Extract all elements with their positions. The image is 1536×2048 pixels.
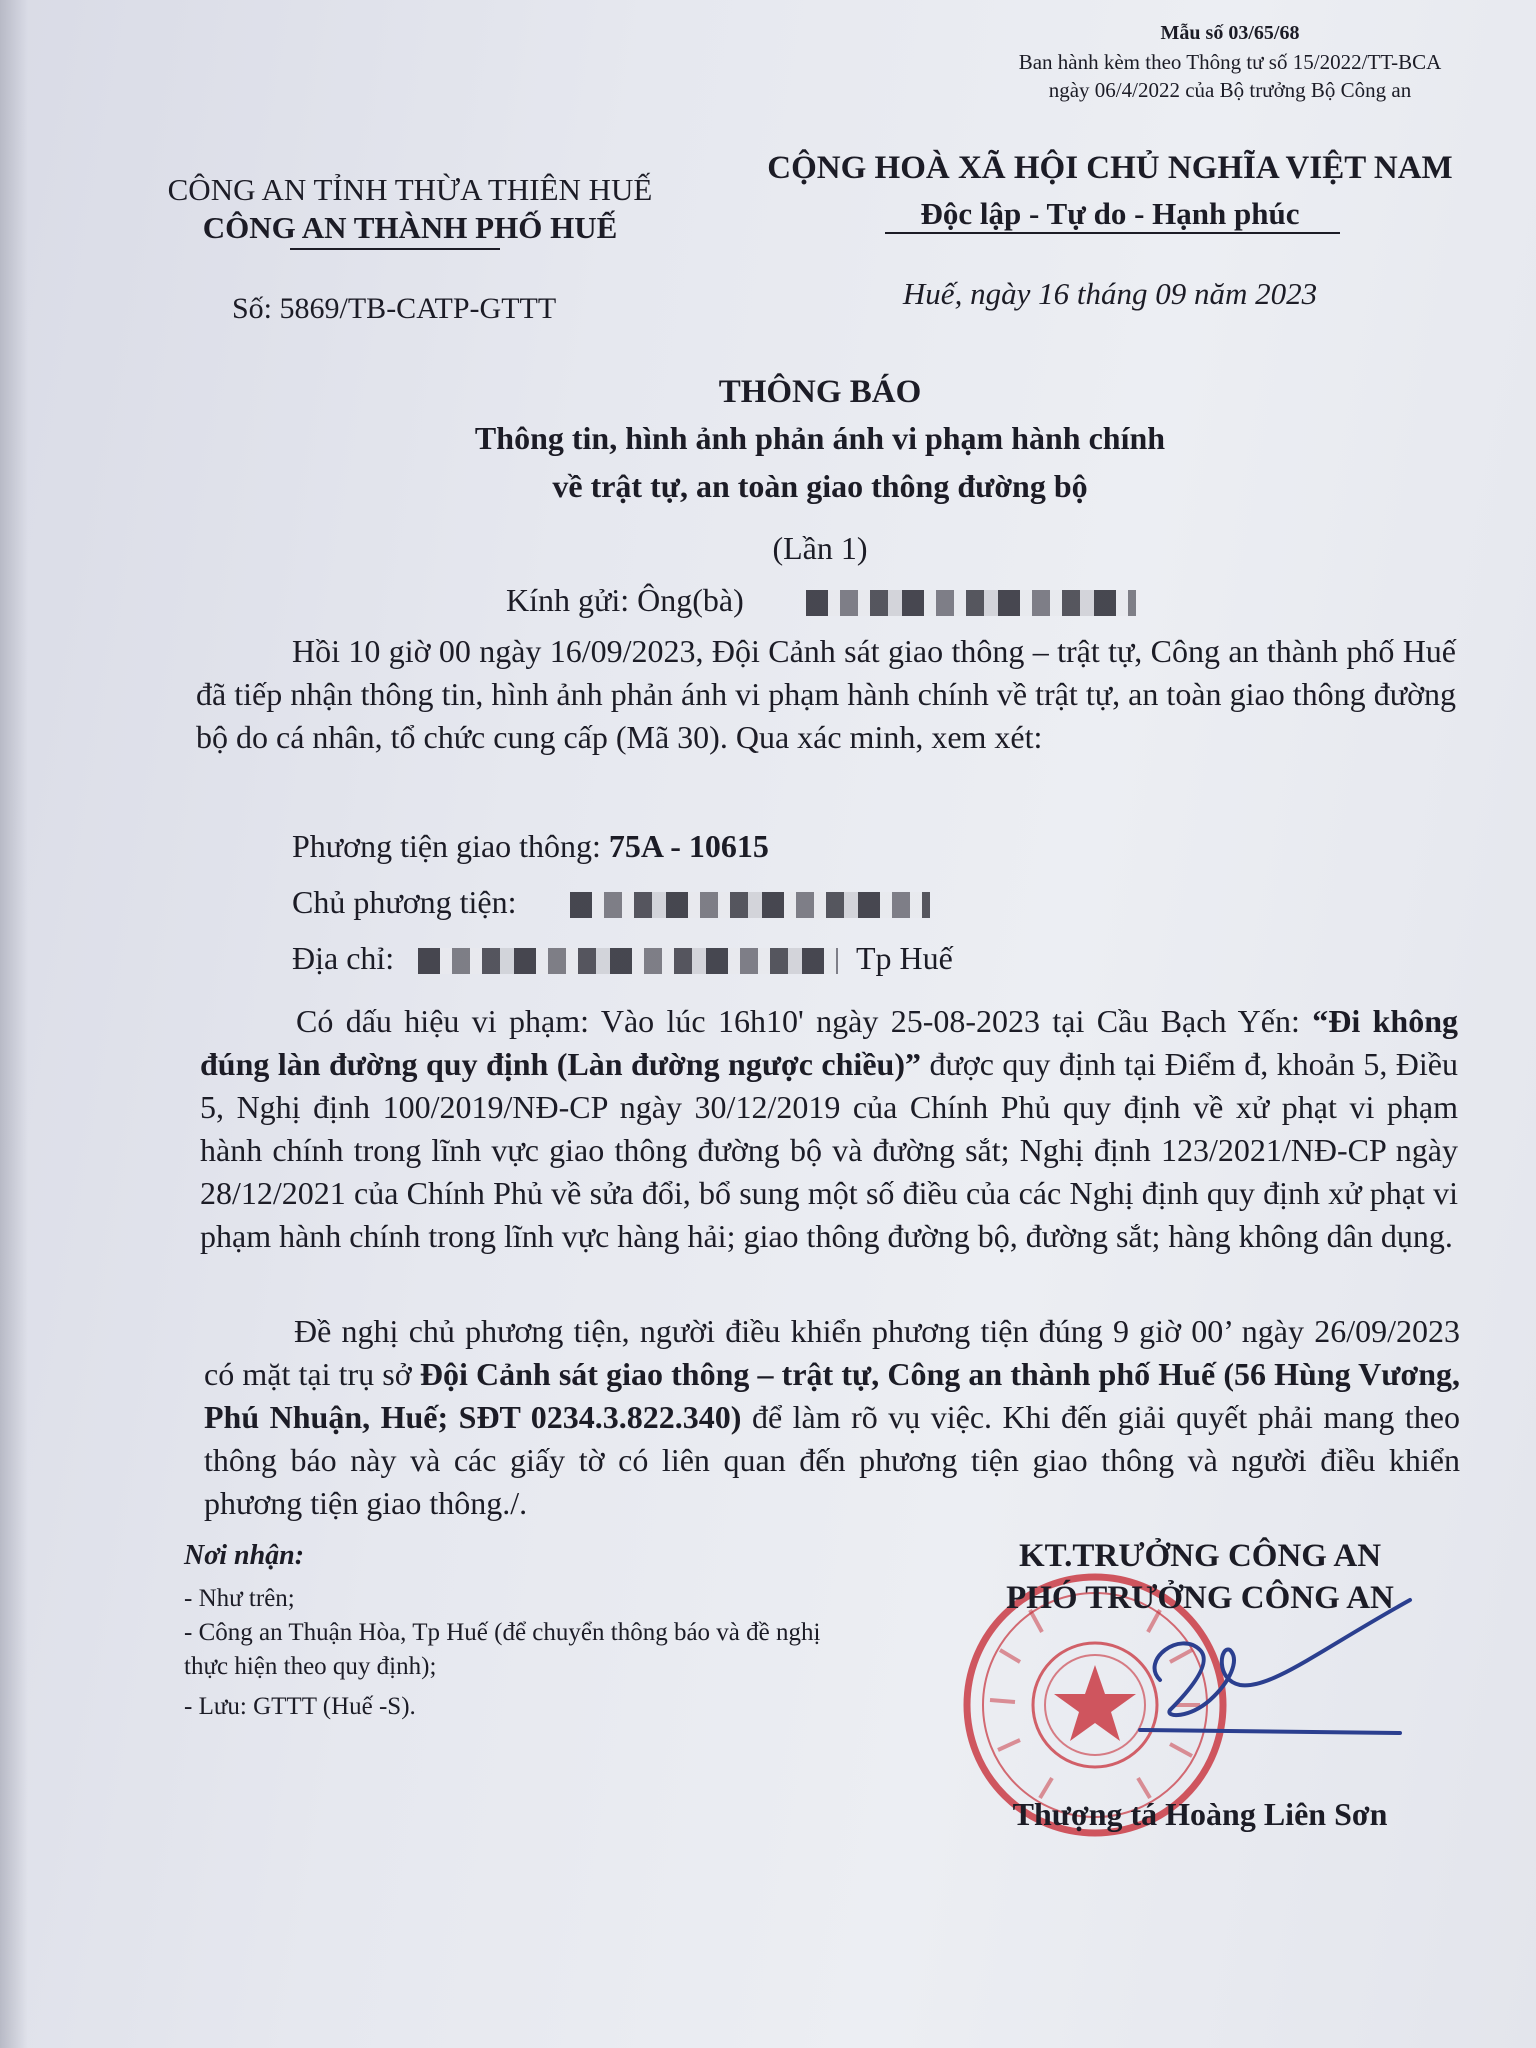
motto-underline: [885, 232, 1340, 234]
address-city: Tp Huế: [856, 940, 953, 976]
owner-label: Chủ phương tiện:: [292, 884, 517, 920]
national-title: CỘNG HOÀ XÃ HỘI CHỦ NGHĨA VIỆT NAM: [767, 150, 1453, 186]
redacted-owner-name: [570, 892, 930, 918]
form-number: Mẫu số 03/65/68: [1160, 22, 1300, 44]
recipients-title: Nơi nhận:: [184, 1540, 305, 1571]
summons-intro: Đề nghị chủ phương tiện, người điều khiển phương tiện đúng 9 giờ 00’ ngày 26/09/2023 có mặt tại trụ sở: [204, 1313, 1460, 1392]
signature-title-2: PHÓ TRƯỞNG CÔNG AN: [1006, 1580, 1394, 1616]
redacted-recipient-name: [806, 590, 1136, 616]
violation-legal-basis: được quy định tại Điểm đ, khoản 5, Điều 5, Nghị định 100/2019/NĐ-CP ngày 30/12/2019 của Chính Phủ quy định về xử phạt vi phạm hành chính trong lĩnh vực giao thông đường bộ và đường sắt; Nghị định 123/2021/NĐ-CP ngày 28/12/2021 của Chính Phủ về sửa đổi, bổ sung một số điều của các Nghị định quy định xử phạt vi phạm hành chính trong lĩnh vực hàng hải; giao thông đường bộ, đường sắt; hàng không dân dụng.: [200, 1046, 1459, 1254]
address-row: [292, 940, 394, 977]
recipient-label: Kính gửi: Ông(bà): [506, 582, 744, 618]
owner-row: [292, 884, 516, 921]
recipient-item: - Lưu: GTTT (Huế -S).: [184, 1693, 416, 1720]
violation-intro: Có dấu hiệu vi phạm: Vào lúc 16h10' ngày 25-08-2023 tại Cầu Bạch Yến:: [296, 1003, 1313, 1039]
recipient-item: - Công an Thuận Hòa, Tp Huế (để chuyển thông báo và đề nghị thực hiện theo quy định);: [184, 1619, 821, 1680]
recipient-item: - Như trên;: [184, 1585, 295, 1612]
document-number: Số: 5869/TB-CATP-GTTT: [232, 292, 557, 325]
paragraph-intake: Hồi 10 giờ 00 ngày 16/09/2023, Đội Cảnh sát giao thông – trật tự, Công an thành phố Huế đã tiếp nhận thông tin, hình ảnh phản ánh vi phạm hành chính về trật tự, an toàn giao thông đường bộ do cá nhân, tổ chức cung cấp (Mã 30). Qua xác minh, xem xét:: [196, 633, 1456, 755]
vehicle-plate: 75A - 10615: [608, 828, 769, 864]
address-label: Địa chỉ:: [292, 940, 395, 976]
national-motto: Độc lập - Tự do - Hạnh phúc: [920, 196, 1300, 231]
vehicle-row: [292, 828, 769, 865]
summons-rest: để làm rõ vụ việc. Khi đến giải quyết phải mang theo thông báo này và các giấy tờ có liên quan đến phương tiện giao thông và người điều khiển phương tiện giao thông./.: [204, 1399, 1461, 1521]
paragraph-summons: [204, 1310, 1460, 1525]
page-edge-shadow: [0, 0, 28, 2048]
agency-underline: [290, 248, 500, 250]
place-date: Huế, ngày 16 tháng 09 năm 2023: [902, 276, 1318, 311]
form-issued-by: Ban hành kèm theo Thông tư số 15/2022/TT-BCA: [1018, 50, 1442, 74]
form-issued-date: ngày 06/4/2022 của Bộ trưởng Bộ Công an: [1048, 78, 1412, 102]
paragraph-violation: [200, 1000, 1458, 1258]
document-subtitle-1: Thông tin, hình ảnh phản ánh vi phạm hành chính: [474, 420, 1166, 456]
agency-name: CÔNG AN THÀNH PHỐ HUẾ: [202, 210, 618, 245]
redacted-address: [418, 948, 838, 974]
document-subtitle-2: về trật tự, an toàn giao thông đường bộ: [552, 468, 1088, 504]
summons-location: Đội Cảnh sát giao thông – trật tự, Công an thành phố Huế (56 Hùng Vương, Phú Nhuận, Huế; SĐT 0234.3.822.340): [204, 1356, 1461, 1435]
violation-description: “Đi không đúng làn đường quy định (Làn đường ngược chiều)”: [200, 1003, 1459, 1082]
signer-name: Thượng tá Hoàng Liên Sơn: [1012, 1796, 1388, 1832]
vehicle-label: Phương tiện giao thông:: [292, 828, 609, 864]
document-title: THÔNG BÁO: [718, 374, 922, 410]
agency-parent: CÔNG AN TỈNH THỪA THIÊN HUẾ: [167, 172, 653, 207]
attempt-number: (Lần 1): [772, 530, 868, 566]
signature-title-1: KT.TRƯỞNG CÔNG AN: [1018, 1538, 1382, 1574]
